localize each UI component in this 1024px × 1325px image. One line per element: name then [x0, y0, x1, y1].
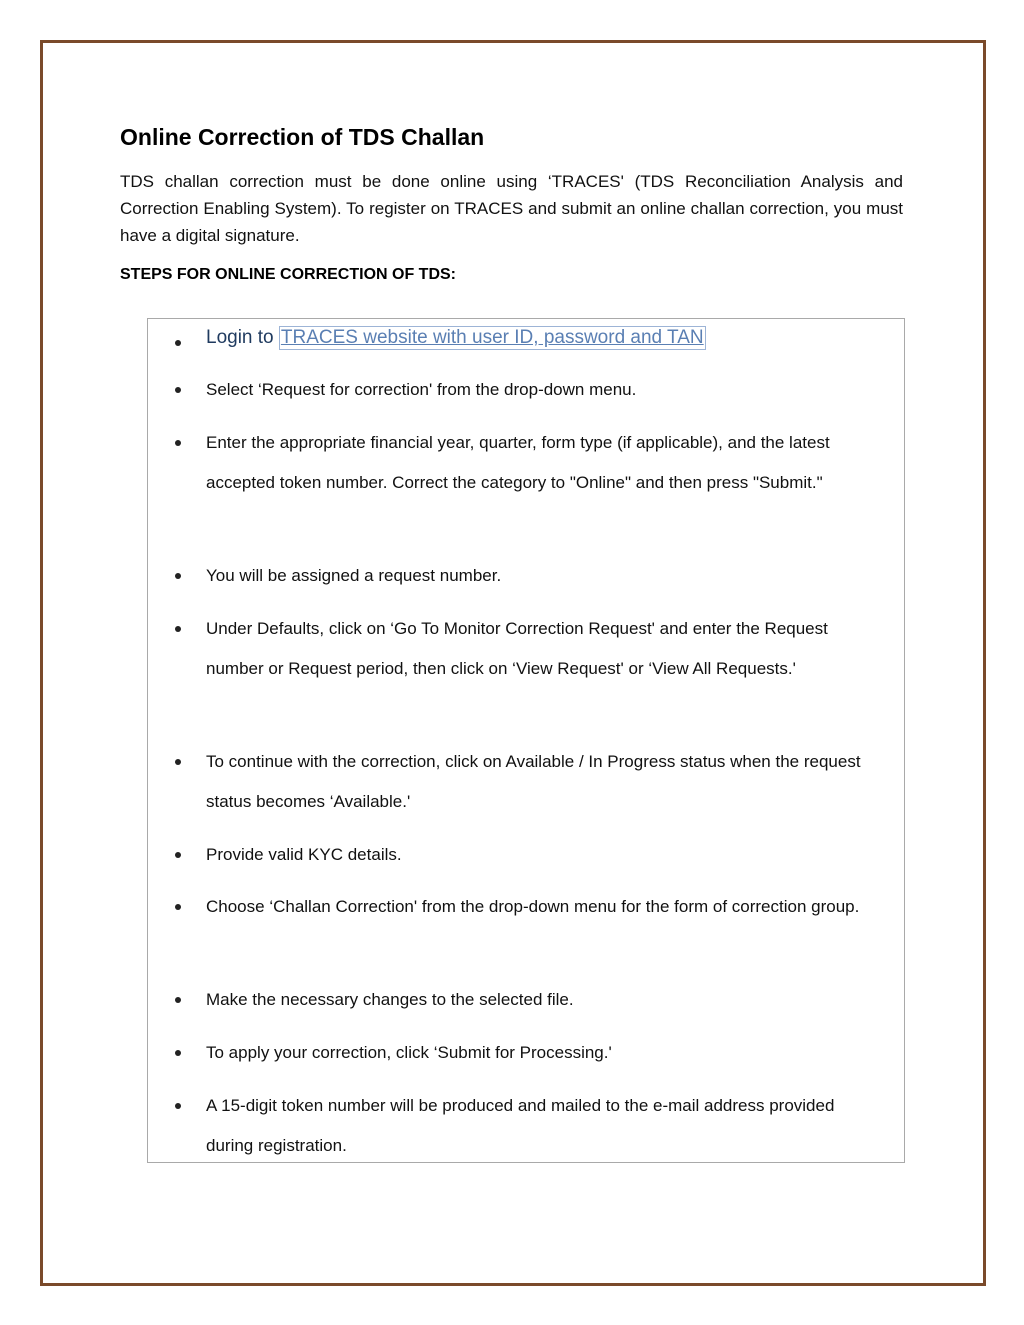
bullet-icon: [175, 759, 181, 765]
step-text: To apply your correction, click ‘Submit for Processing.': [206, 1043, 612, 1062]
bullet-icon: [175, 626, 181, 632]
step-text: Enter the appropriate financial year, quarter, form type (if applicable), and the latest accepted token number. Correct the category to "Online" and then press "Submit.": [206, 433, 830, 492]
bullet-icon: [175, 997, 181, 1003]
step-text: Provide valid KYC details.: [206, 845, 402, 864]
step-text: To continue with the correction, click on Available / In Progress status when the request status becomes ‘Available.': [206, 752, 861, 811]
steps-box: [147, 318, 905, 1163]
step-text: Make the necessary changes to the selected file.: [206, 990, 574, 1009]
bullet-icon: [175, 387, 181, 393]
bullet-icon: [175, 1103, 181, 1109]
step-text: [206, 324, 886, 352]
bullet-icon: [175, 440, 181, 446]
intro-paragraph: TDS challan correction must be done online using ‘TRACES' (TDS Reconciliation Analysis and Correction Enabling System). To register on TRACES and submit an online challan correction, you must have a digital signature.: [120, 172, 903, 245]
step-text: Choose ‘Challan Correction' from the drop-down menu for the form of correction group.: [206, 897, 860, 916]
bullet-icon: [175, 1050, 181, 1056]
step-text: A 15-digit token number will be produced and mailed to the e-mail address provided during registration.: [206, 1096, 835, 1155]
step-prefix: Login to: [206, 327, 279, 348]
bullet-icon: [175, 852, 181, 858]
steps-heading: STEPS FOR ONLINE CORRECTION OF TDS:: [120, 266, 457, 283]
bullet-icon: [175, 573, 181, 579]
step-text: Under Defaults, click on ‘Go To Monitor Correction Request' and enter the Request number or Request period, then click on ‘View Request' or ‘View All Requests.': [206, 619, 828, 678]
bullet-icon: [175, 340, 181, 346]
step-text: Select ‘Request for correction' from the drop-down menu.: [206, 380, 637, 399]
document-title: Online Correction of TDS Challan: [120, 124, 485, 150]
bullet-icon: [175, 904, 181, 910]
traces-login-link[interactable]: TRACES website with user ID, password and TAN: [280, 327, 704, 348]
step-text: You will be assigned a request number.: [206, 566, 502, 585]
